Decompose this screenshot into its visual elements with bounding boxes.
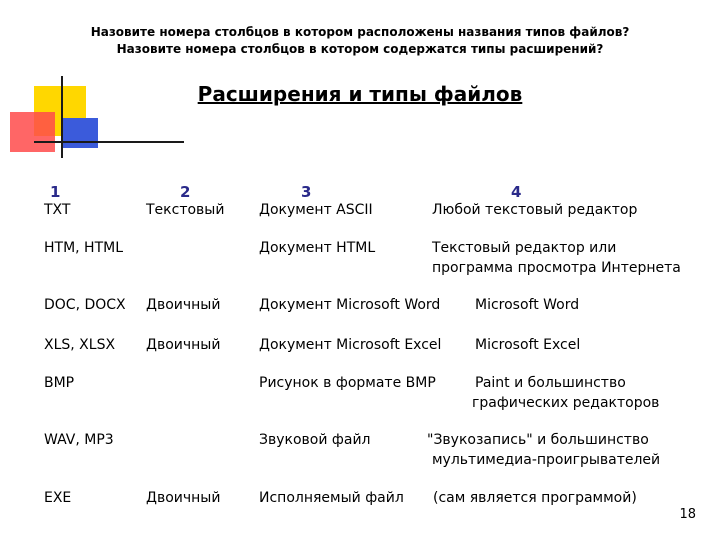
row-7-extension: EXE xyxy=(44,490,72,506)
slide-title: Расширения и типы файлов xyxy=(197,82,523,106)
column-number-4: 4 xyxy=(511,183,522,201)
row-1-extension: TXT xyxy=(44,202,71,218)
row-4-doc-type: Документ Microsoft Excel xyxy=(259,337,442,353)
row-6-extension: WAV, MP3 xyxy=(44,432,114,448)
row-3-kind: Двоичный xyxy=(146,297,221,313)
question-2: Назовите номера столбцов в котором содержатся типы расширений? xyxy=(116,42,604,56)
decor-horizontal-line xyxy=(34,141,184,143)
question-1: Назовите номера столбцов в котором расположены названия типов файлов? xyxy=(90,25,630,39)
row-4-program: Microsoft Excel xyxy=(475,337,581,353)
row-2-program-line-1: Текстовый редактор или xyxy=(432,240,617,256)
row-6-doc-type: Звуковой файл xyxy=(259,432,371,448)
page-number: 18 xyxy=(679,507,696,522)
row-5-doc-type: Рисунок в формате BMP xyxy=(259,375,436,391)
column-number-3: 3 xyxy=(301,183,312,201)
decor-blue-square xyxy=(62,118,98,148)
row-5-program-line-2: графических редакторов xyxy=(472,395,660,411)
row-3-program: Microsoft Word xyxy=(475,297,580,313)
row-1-program: Любой текстовый редактор xyxy=(432,202,638,218)
row-2-extension: HTM, HTML xyxy=(44,240,124,256)
column-number-2: 2 xyxy=(180,183,191,201)
row-1-doc-type: Документ ASCII xyxy=(259,202,373,218)
row-6-program-line-2: мультимедиа-проигрывателей xyxy=(432,452,661,468)
row-3-doc-type: Документ Microsoft Word xyxy=(259,297,441,313)
decor-red-square xyxy=(10,112,55,152)
row-3-extension: DOC, DOCX xyxy=(44,297,126,313)
row-5-program-line-1: Paint и большинство xyxy=(475,375,626,391)
row-7-doc-type: Исполняемый файл xyxy=(259,490,404,506)
row-7-program: (сам является программой) xyxy=(433,490,637,506)
row-2-doc-type: Документ HTML xyxy=(259,240,376,256)
row-5-extension: BMP xyxy=(44,375,75,391)
row-6-program-line-1: "Звукозапись" и большинство xyxy=(427,432,649,448)
row-1-kind: Текстовый xyxy=(146,202,225,218)
column-number-1: 1 xyxy=(50,183,61,201)
row-2-program-line-2: программа просмотра Интернета xyxy=(432,260,681,276)
row-4-kind: Двоичный xyxy=(146,337,221,353)
row-7-kind: Двоичный xyxy=(146,490,221,506)
row-4-extension: XLS, XLSX xyxy=(44,337,116,353)
